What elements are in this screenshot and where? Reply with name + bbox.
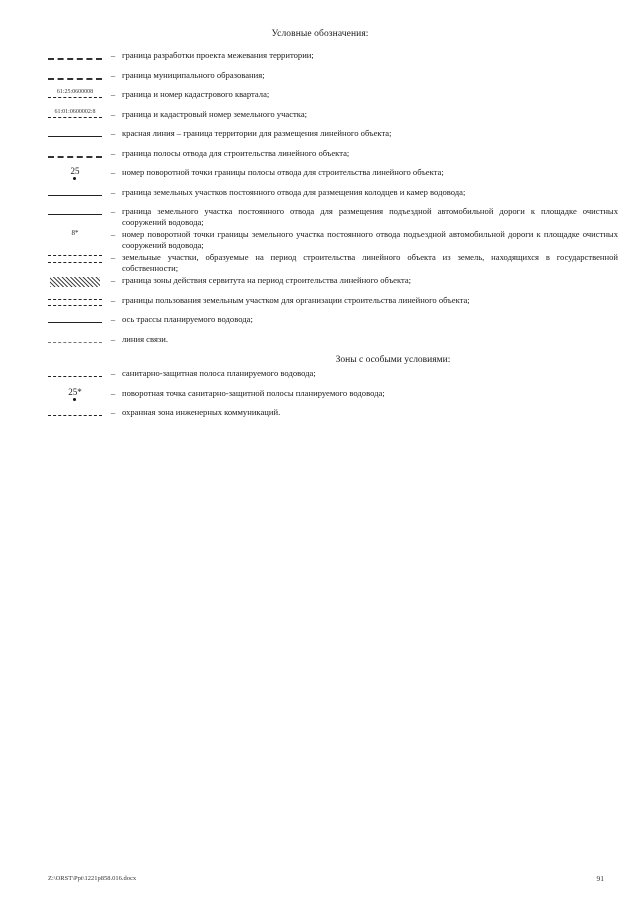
legend-row <box>48 187 618 207</box>
project-boundary-symbol <box>48 50 102 62</box>
legend-desc: граница зоны действия сервитута на период строительства линейного объекта; <box>122 275 412 285</box>
legend-row <box>48 388 618 408</box>
allotment-strip-symbol <box>48 148 102 160</box>
page-number: 91 <box>596 874 604 883</box>
legend-row <box>48 275 618 295</box>
legend-row <box>48 50 618 70</box>
municipal-boundary-symbol <box>48 70 102 82</box>
legend-desc: поворотная точка санитарно-защитной полосы планируемого водовода; <box>122 387 385 398</box>
legend-row <box>48 314 618 334</box>
turning-point-dot <box>73 177 76 180</box>
legend-row <box>48 252 618 275</box>
land-plot-symbol <box>48 109 102 121</box>
dash-separator: – <box>110 147 116 158</box>
legend-title: Условные обозначения: <box>271 29 369 39</box>
dash-separator: – <box>110 294 116 305</box>
dash-separator: – <box>110 108 116 119</box>
land-plot-label: 61:01:0600002:8 <box>54 108 96 115</box>
cadastral-quarter-label: 61:25:0600008 <box>56 89 94 95</box>
legend-desc: красная линия – граница территории для размещения линейного объекта; <box>122 128 392 138</box>
legend-desc: земельные участки, образуемые на период строительства линейного объекта из земель, находящихся в государственной собственности; <box>122 252 618 273</box>
legend-row <box>48 70 618 90</box>
water-pipe-axis-symbol <box>48 314 102 326</box>
dash-separator: – <box>110 275 116 285</box>
dash-separator: – <box>110 206 116 216</box>
turning-point-symbol <box>48 167 102 179</box>
dash-separator: – <box>110 387 116 398</box>
legend-row <box>48 206 618 229</box>
dash-separator: – <box>110 229 116 239</box>
legend-desc: граница земельных участков постоянного отвода для размещения колодцев и камер водовода; <box>122 186 466 197</box>
legend-list <box>48 50 618 427</box>
access-road-point-symbol <box>48 229 102 241</box>
communication-line-symbol <box>48 334 102 346</box>
legend-row <box>48 109 618 129</box>
legend-row <box>48 167 618 187</box>
dash-separator: – <box>110 252 116 262</box>
legend-desc: санитарно-защитная полоса планируемого водовода; <box>122 368 316 378</box>
legend-row <box>48 89 618 109</box>
turning-point-number: 25 <box>70 166 80 176</box>
legend-row <box>48 128 618 148</box>
legend-row <box>48 368 618 388</box>
state-land-symbol <box>48 252 102 264</box>
protection-zone-symbol <box>48 407 102 419</box>
dash-separator: – <box>110 368 116 378</box>
legend-row <box>48 148 618 168</box>
dash-separator: – <box>110 50 116 60</box>
legend-desc: номер поворотной точки границы земельного участка постоянного отвода подъездной автомобильной дороги к площадке очистных сооружений водовода; <box>122 229 618 250</box>
legend-desc: охранная зона инженерных коммуникаций. <box>122 407 281 417</box>
zones-subtitle: Зоны с особыми условиями: <box>335 355 451 365</box>
legend-row <box>48 295 618 315</box>
servitude-zone-symbol <box>48 275 102 287</box>
legend-row <box>48 229 618 252</box>
legend-desc: граница разработки проекта межевания территории; <box>122 50 314 60</box>
wells-boundary-symbol <box>48 187 102 199</box>
legend-desc: граница и кадастровый номер земельного участка; <box>122 108 308 119</box>
dash-separator: – <box>110 128 116 138</box>
legend-desc: границы пользования земельным участком для организации строительства линейного объекта; <box>122 294 470 305</box>
legend-desc: линия связи. <box>122 333 169 344</box>
legend-desc: граница муниципального образования; <box>122 69 265 80</box>
sanitary-point-dot <box>73 398 76 401</box>
legend-row <box>48 407 618 427</box>
sanitary-strip-symbol <box>48 368 102 380</box>
access-road-point-number: 8* <box>71 229 79 237</box>
dash-separator: – <box>110 167 116 177</box>
cadastral-quarter-symbol <box>48 89 102 101</box>
legend-desc: номер поворотной точки границы полосы отвода для строительства линейного объекта; <box>122 167 444 177</box>
legend-desc: граница полосы отвода для строительства линейного объекта; <box>122 147 350 158</box>
dash-separator: – <box>110 69 116 80</box>
red-line-symbol <box>48 128 102 140</box>
land-use-boundary-symbol <box>48 295 102 307</box>
dash-separator: – <box>110 186 116 197</box>
sanitary-point-symbol <box>48 388 102 400</box>
dash-separator: – <box>110 314 116 324</box>
legend-desc: ось трассы планируемого водовода; <box>122 314 253 324</box>
dash-separator: – <box>110 89 116 99</box>
dash-separator: – <box>110 407 116 417</box>
legend-desc: граница земельного участка постоянного отвода для размещения подъездной автомобильной дороги к площадке очистных сооружений водовода; <box>122 206 618 227</box>
access-road-boundary-symbol <box>48 206 102 218</box>
dash-separator: – <box>110 333 116 344</box>
legend-desc: граница и номер кадастрового квартала; <box>122 89 270 99</box>
file-path: Z:\ORST\Ppt\1221p858.016.docx <box>48 875 137 882</box>
sanitary-point-number: 25* <box>68 386 82 397</box>
legend-row <box>48 334 618 354</box>
